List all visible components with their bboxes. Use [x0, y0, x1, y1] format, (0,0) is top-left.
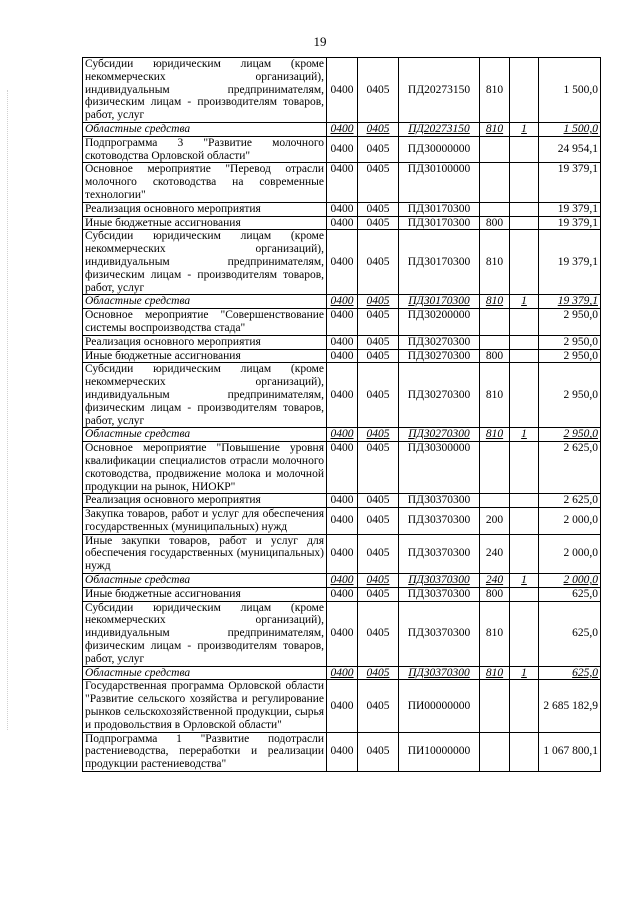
target-article-code: ПДЗ0370300 [399, 574, 480, 588]
budget-item-name: Субсидии юридическим лицам (кроме некоммерческих организаций), индивидуальным предпринимателям, физическим лицам - производителям товаров, работ, услуг [83, 230, 327, 295]
expense-type-code: 200 [480, 508, 510, 535]
target-article-code: ПД20273150 [399, 58, 480, 123]
budget-item-name: Субсидии юридическим лицам (кроме некоммерческих организаций), индивидуальным предпринимателям, физическим лицам - производителям товаров, работ, услуг [83, 363, 327, 428]
funding-source-code [510, 163, 539, 202]
budget-item-name: Реализация основного мероприятия [83, 494, 327, 508]
funding-source-code: 1 [510, 295, 539, 309]
amount-value: 2 950,0 [539, 309, 601, 336]
funding-source-code: 1 [510, 122, 539, 136]
funding-source-code [510, 587, 539, 601]
budget-item-name: Субсидии юридическим лицам (кроме некоммерческих организаций), индивидуальным предпринимателям, физическим лицам - производителям товаров, работ, услуг [83, 601, 327, 666]
table-row [83, 202, 601, 216]
expense-type-code: 810 [480, 363, 510, 428]
amount-value: 2 950,0 [539, 428, 601, 442]
amount-value: 2 000,0 [539, 574, 601, 588]
table-row [83, 666, 601, 680]
table-row [83, 601, 601, 666]
subsection-code: 0405 [358, 442, 399, 494]
budget-item-name: Иные бюджетные ассигнования [83, 349, 327, 363]
funding-source-code: 1 [510, 428, 539, 442]
budget-item-name: Основное мероприятие "Совершенствование системы воспроизводства стада" [83, 309, 327, 336]
budget-item-name: Основное мероприятие "Повышение уровня квалификации специалистов отрасли молочного скотоводства, продвижение молока и молочной продукции на рынок, НИОКР" [83, 442, 327, 494]
subsection-code: 0405 [358, 363, 399, 428]
funding-source-code [510, 230, 539, 295]
amount-value: 1 500,0 [539, 58, 601, 123]
funding-source-code [510, 58, 539, 123]
amount-value: 19 379,1 [539, 230, 601, 295]
expense-type-code: 810 [480, 601, 510, 666]
funding-source-code [510, 732, 539, 771]
target-article-code: ПДЗ0370300 [399, 601, 480, 666]
subsection-code: 0405 [358, 136, 399, 163]
amount-value: 2 950,0 [539, 349, 601, 363]
target-article-code: ПДЗ0270300 [399, 335, 480, 349]
expense-type-code: 240 [480, 574, 510, 588]
amount-value: 24 954,1 [539, 136, 601, 163]
table-row [83, 534, 601, 573]
section-code: 0400 [327, 732, 358, 771]
funding-source-code [510, 309, 539, 336]
expense-type-code [480, 442, 510, 494]
budget-item-name: Иные закупки товаров, работ и услуг для обеспечения государственных (муниципальных) нужд [83, 534, 327, 573]
budget-table [82, 57, 601, 772]
budget-item-name: Иные бюджетные ассигнования [83, 587, 327, 601]
section-code: 0400 [327, 58, 358, 123]
funding-source-code [510, 534, 539, 573]
table-row [83, 428, 601, 442]
funding-source-code [510, 202, 539, 216]
expense-type-code [480, 335, 510, 349]
amount-value: 2 950,0 [539, 335, 601, 349]
budget-item-name: Реализация основного мероприятия [83, 335, 327, 349]
amount-value: 2 950,0 [539, 363, 601, 428]
expense-type-code: 800 [480, 349, 510, 363]
section-code: 0400 [327, 216, 358, 230]
expense-type-code [480, 163, 510, 202]
funding-source-code [510, 335, 539, 349]
table-row [83, 442, 601, 494]
budget-item-name: Реализация основного мероприятия [83, 202, 327, 216]
funding-source-code [510, 494, 539, 508]
section-code: 0400 [327, 534, 358, 573]
expense-type-code [480, 309, 510, 336]
target-article-code: ПДЗ0170300 [399, 202, 480, 216]
budget-item-name: Субсидии юридическим лицам (кроме некоммерческих организаций), индивидуальным предпринимателям, физическим лицам - производителям товаров, работ, услуг [83, 58, 327, 123]
section-code: 0400 [327, 587, 358, 601]
expense-type-code [480, 136, 510, 163]
budget-item-name: Подпрограмма 1 "Развитие подотрасли растениеводства, переработки и реализации продукции растениеводства" [83, 732, 327, 771]
table-row [83, 732, 601, 771]
funding-source-code [510, 601, 539, 666]
target-article-code: ПДЗ0170300 [399, 230, 480, 295]
section-code: 0400 [327, 230, 358, 295]
target-article-code: ПИ00000000 [399, 680, 480, 732]
subsection-code: 0405 [358, 349, 399, 363]
expense-type-code: 800 [480, 216, 510, 230]
amount-value: 19 379,1 [539, 163, 601, 202]
subsection-code: 0405 [358, 295, 399, 309]
section-code: 0400 [327, 163, 358, 202]
table-row [83, 136, 601, 163]
funding-source-code [510, 136, 539, 163]
subsection-code: 0405 [358, 58, 399, 123]
amount-value: 2 000,0 [539, 534, 601, 573]
expense-type-code [480, 732, 510, 771]
funding-source-code [510, 349, 539, 363]
target-article-code: ПИ10000000 [399, 732, 480, 771]
subsection-code: 0405 [358, 666, 399, 680]
expense-type-code: 810 [480, 230, 510, 295]
table-row [83, 230, 601, 295]
section-code: 0400 [327, 295, 358, 309]
expense-type-code: 810 [480, 58, 510, 123]
budget-item-name: Иные бюджетные ассигнования [83, 216, 327, 230]
subsection-code: 0405 [358, 508, 399, 535]
table-row [83, 122, 601, 136]
budget-item-name: Областные средства [83, 574, 327, 588]
amount-value: 19 379,1 [539, 202, 601, 216]
target-article-code: ПДЗ0370300 [399, 587, 480, 601]
target-article-code: ПДЗ0170300 [399, 216, 480, 230]
table-row [83, 574, 601, 588]
section-code: 0400 [327, 442, 358, 494]
section-code: 0400 [327, 494, 358, 508]
expense-type-code: 810 [480, 122, 510, 136]
target-article-code: ПДЗ0170300 [399, 295, 480, 309]
amount-value: 625,0 [539, 601, 601, 666]
funding-source-code [510, 508, 539, 535]
target-article-code: ПДЗ0370300 [399, 534, 480, 573]
amount-value: 19 379,1 [539, 295, 601, 309]
subsection-code: 0405 [358, 216, 399, 230]
expense-type-code: 240 [480, 534, 510, 573]
subsection-code: 0405 [358, 587, 399, 601]
target-article-code: ПДЗ0370300 [399, 494, 480, 508]
section-code: 0400 [327, 680, 358, 732]
subsection-code: 0405 [358, 574, 399, 588]
amount-value: 1 500,0 [539, 122, 601, 136]
subsection-code: 0405 [358, 163, 399, 202]
section-code: 0400 [327, 309, 358, 336]
target-article-code: ПДЗ0300000 [399, 442, 480, 494]
table-row [83, 494, 601, 508]
section-code: 0400 [327, 666, 358, 680]
expense-type-code [480, 202, 510, 216]
subsection-code: 0405 [358, 309, 399, 336]
subsection-code: 0405 [358, 122, 399, 136]
amount-value: 2 625,0 [539, 442, 601, 494]
target-article-code: ПДЗ0370300 [399, 508, 480, 535]
budget-item-name: Областные средства [83, 122, 327, 136]
table-row [83, 216, 601, 230]
target-article-code: ПДЗ0270300 [399, 363, 480, 428]
target-article-code: ПД20273150 [399, 122, 480, 136]
amount-value: 625,0 [539, 666, 601, 680]
subsection-code: 0405 [358, 601, 399, 666]
amount-value: 2 000,0 [539, 508, 601, 535]
binding-marks [7, 90, 9, 730]
amount-value: 2 625,0 [539, 494, 601, 508]
table-row [83, 349, 601, 363]
section-code: 0400 [327, 202, 358, 216]
funding-source-code [510, 680, 539, 732]
table-row [83, 587, 601, 601]
table-row [83, 58, 601, 123]
section-code: 0400 [327, 349, 358, 363]
subsection-code: 0405 [358, 230, 399, 295]
funding-source-code: 1 [510, 574, 539, 588]
table-row [83, 163, 601, 202]
budget-item-name: Закупка товаров, работ и услуг для обеспечения государственных (муниципальных) нужд [83, 508, 327, 535]
target-article-code: ПДЗ0000000 [399, 136, 480, 163]
funding-source-code: 1 [510, 666, 539, 680]
funding-source-code [510, 216, 539, 230]
subsection-code: 0405 [358, 494, 399, 508]
expense-type-code: 810 [480, 428, 510, 442]
budget-item-name: Основное мероприятие "Перевод отрасли молочного скотоводства на современные технологии" [83, 163, 327, 202]
subsection-code: 0405 [358, 680, 399, 732]
budget-item-name: Подпрограмма 3 "Развитие молочного скотоводства Орловской области" [83, 136, 327, 163]
section-code: 0400 [327, 428, 358, 442]
expense-type-code [480, 680, 510, 732]
section-code: 0400 [327, 601, 358, 666]
amount-value: 1 067 800,1 [539, 732, 601, 771]
subsection-code: 0405 [358, 732, 399, 771]
table-row [83, 309, 601, 336]
target-article-code: ПДЗ0100000 [399, 163, 480, 202]
target-article-code: ПДЗ0370300 [399, 666, 480, 680]
expense-type-code [480, 494, 510, 508]
table-row [83, 295, 601, 309]
budget-item-name: Областные средства [83, 428, 327, 442]
section-code: 0400 [327, 363, 358, 428]
budget-item-name: Областные средства [83, 666, 327, 680]
table-row [83, 680, 601, 732]
expense-type-code: 810 [480, 295, 510, 309]
section-code: 0400 [327, 574, 358, 588]
target-article-code: ПДЗ0270300 [399, 349, 480, 363]
section-code: 0400 [327, 122, 358, 136]
subsection-code: 0405 [358, 534, 399, 573]
expense-type-code: 800 [480, 587, 510, 601]
table-row [83, 508, 601, 535]
table-row [83, 335, 601, 349]
funding-source-code [510, 442, 539, 494]
amount-value: 2 685 182,9 [539, 680, 601, 732]
target-article-code: ПДЗ0200000 [399, 309, 480, 336]
section-code: 0400 [327, 136, 358, 163]
expense-type-code: 810 [480, 666, 510, 680]
funding-source-code [510, 363, 539, 428]
amount-value: 625,0 [539, 587, 601, 601]
page-number: 19 [313, 34, 327, 49]
subsection-code: 0405 [358, 202, 399, 216]
subsection-code: 0405 [358, 428, 399, 442]
budget-item-name: Областные средства [83, 295, 327, 309]
subsection-code: 0405 [358, 335, 399, 349]
section-code: 0400 [327, 508, 358, 535]
section-code: 0400 [327, 335, 358, 349]
target-article-code: ПДЗ0270300 [399, 428, 480, 442]
budget-item-name: Государственная программа Орловской области "Развитие сельского хозяйства и регулирование рынков сельскохозяйственной продукции, сырья и продовольствия в Орловской области" [83, 680, 327, 732]
table-row [83, 363, 601, 428]
amount-value: 19 379,1 [539, 216, 601, 230]
